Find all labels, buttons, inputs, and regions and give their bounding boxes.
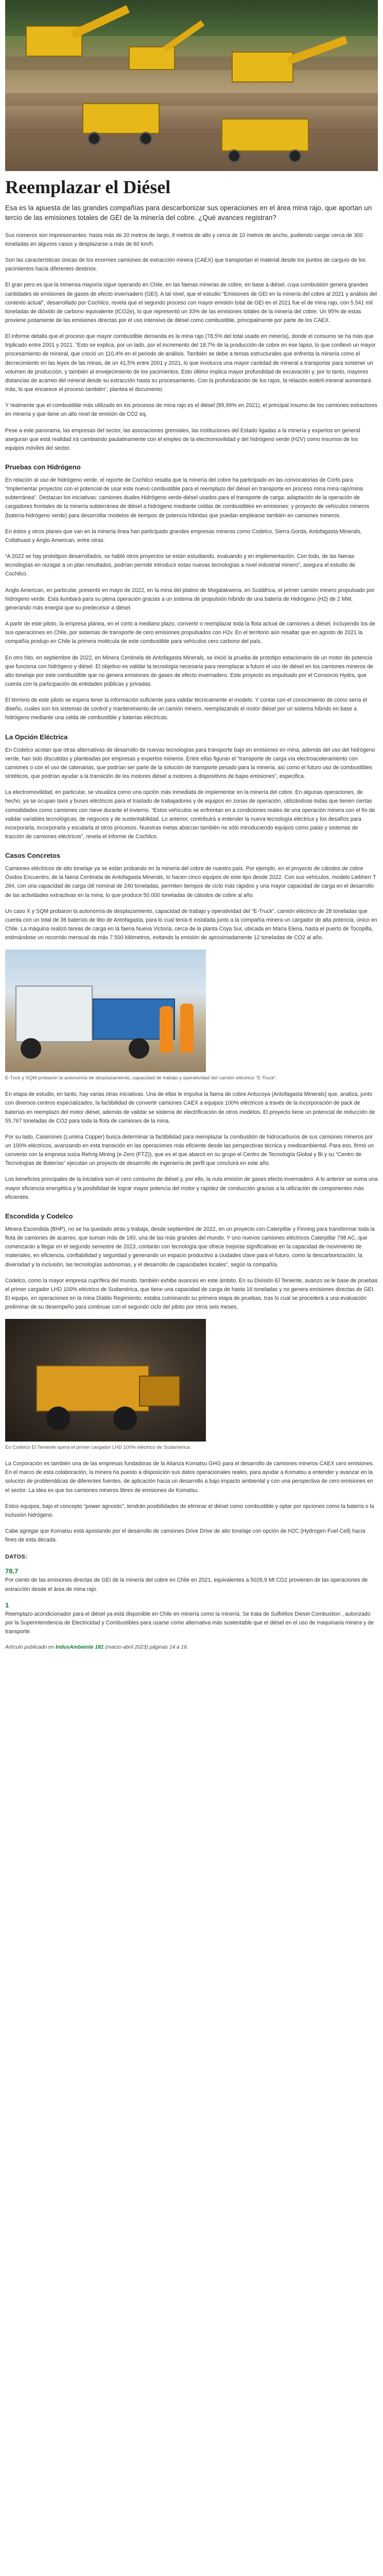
paragraph: En relación al uso de hidrógeno verde, el reporte de Cochilco resalta que la minería del cobre ha participado en las convocatorias de Corfo para “Implementar proyectos con el potencial de usar este nuevo combustible para el reemplazo del diésel en transporte en proceso mina mina rajo/mina subterránea”. Destacan los iniciativas: camiones duales Hidrógeno verde-diésel usados para el transporte de carga; adaptación de la operación de cargadores frontales de la minería subterránea de diésel a hidrógeno mediante celdas de combustibles en emisiones; y proyecto de vehículos mineros (batería-hidrógeno verde) para desarrollar modelos de tiempos de potencia híbridas que puedan emplearse también en camiones mineros. (5, 477, 370, 519)
photo-loader-wheel (113, 1406, 137, 1430)
paragraph: Son las características únicas de los enormes camiones de extracción minera (CAEX) que transportan el material desde los puntos de carguío de los yacimientos hacia diferentes destinos. (5, 257, 366, 273)
intro-paragraphs (5, 231, 378, 453)
section-heading-escondida-codelco: Escondida y Codelco (5, 1212, 73, 1220)
hero-mining-trucks-image (5, 0, 378, 171)
article-title: Reemplazar el Diésel (5, 177, 171, 197)
photo-worker (160, 1006, 173, 1053)
paragraph: Minera Escondida (BHP), no se ha quedado atrás y trabaja, desde septiembre de 2022, en un proyecto con Caterpillar y Finning para transformar toda la flota de camiones de acarreo, que suman más de 160, una de las más grandes del mundo. Y uno nuevos camiones eléctricos Caterpillar 798 AC, que comenzarán a llegar en el segundo semestre de 2023, contarán con tecnología que ofrece mejoras significativas en la capacidad de movimiento de materiales, en eficiencia, confiabilidad y seguridad y generando un espacio productivo a ciudades clave para el futuro, como la descarbonización, la diversidad y la inclusión, las tecnologías autónomas, y el desarrollo de capacidades locales”, según la compañía. (5, 1226, 375, 1268)
photo-truck-cab (15, 986, 93, 1042)
photo-lhd-loader (5, 1319, 206, 1442)
photo-truck-wheel (21, 1038, 41, 1059)
photo-truck-wheel (129, 1038, 149, 1059)
paragraph: Los beneficios principales de la iniciativa son el cero consumo de diésel y, por ello, la nula emisión de gases efecto invernadero. A lo anterior se suma una mayor eficiencia energética y la posibilidad de lograr mayor potencia del motor y rapidez de conducción gracias a la utilización de componentes más eficientes. (5, 1176, 378, 1200)
source-line (5, 1643, 378, 1652)
paragraph: Cabe agregar que Komatsu está apostando por el desarrollo de camiones Drive Drive de alto tonelaje con opción de H2C (Hydrogen Fuel Cell) hacia fines de esta década. (5, 1528, 365, 1544)
paragraph: Camiones eléctricos de alto tonelaje ya se están probando en la minería del cobre de nuestro país. Por ejemplo, en el proyecto de cátodos de cobre Óxidos Encuentro, de la faena Centinela de Antofagasta Minerals, lo hacen cinco equipos de este tipo desde 2022. Con sus vehículos, modelo Liebherr T 264, con una capacidad de carga útil nominal de 240 toneladas, permiten tiempos de ciclo más rápidos y una mayor capacidad de carga en el desarrollo de las actividades extractivas en la mina, lo que produce 50.000 toneladas de cátodos de cobre al año. (5, 866, 376, 899)
paragraph: Pese a este panorama, las empresas del sector, las asociaciones gremiales, las instituciones del Estado ligadas a la minería y expertos en general aseguran que está realidad irá cambiando paulatinamente con el empleo de la electromovilidad y del hidrógeno verde (H2V) como insumos de los equipos móviles del sector. (5, 427, 360, 451)
hero-terrace-3 (5, 129, 378, 142)
paragraph: Y realmente que el combustible más utilizado en los procesos de mina rajo es el diésel (89,99% en 2021), el principal insumo de los camiones extractores en minería y que tiene un alto nivel de emisión de CO2 eq. (5, 402, 377, 418)
paragraph: El término de este piloto se espera tener la información suficiente para validar técnicamente el modelo. Y contar con el conocimiento de cómo sería el diseño, cuales son los sistemas de control y mantenimiento de un camión minero, reemplazando el motor diésel por un sistema híbrido en base a hidrógeno mediante una celda de combustible y baterías eléctricas. (5, 697, 367, 721)
datos-text: Reemplazo acondicionador para el diésel ya está disponible en Chile en minería como la minería. Se trata de Sulfolítos Diesel Combustion , autorizado por la Superintendencia de Electricidad y Combustibles para usarse como alternativa más sustentable que el diésel en el uso de maquinaria minera y de transporte. (5, 1611, 374, 1635)
photo-worker (180, 1004, 194, 1053)
paragraph: La electromovilidad, en particular, se visualiza como una opción más inmediata de implementar en la minería del cobre. En algunas operaciones, de hecho, ya se ocupan taxis y buses eléctricos para el traslado de trabajadores y de equipos en zonas de operación, utilizándose todas que tienen ciertas comodidades como camiones con nieve durante el invierno. “Estos vehículos se enfrentan en a condiciones reales de una operación minera con el fin de validar variables tecnológicas, de negocios y de sustentabilidad. Lo anterior, contribuirá a entender la nueva tecnología eléctrica y los desafíos para incorporarla, incorporarla y escalarla al otros procesos. Nuestras metas abarcan también no sólo introduciendo equipos como palas y sistemas de tracción de camiones eléctricos”, revela el informe de Cochilco. (5, 789, 375, 840)
photo-loader-wheel (46, 1406, 70, 1430)
photo-caption: En Codelco El Teniente opera el primer cargador LHD 100% eléctrico de Sudamérica. (5, 1445, 192, 1451)
paragraph: Un caso X y SQM probaron la autonomía de desplazamiento, capacidad de trabajo y operatividad del “E-Truck”, camión eléctrico de 28 toneladas que cuenta con un total de 36 baterías de litio de Antofagasta, para lo cual tenía 6 instalada junto a la compañía minera un cargador de alta potencia, único en Chile. La máquina realizó tareas de carga en la faena Nueva Victoria, cerca de la planta Coya Sur, ubicada en María Elena, hasta el puerto de Tocopilla, estimándose un recorrido mensual de más 7.500 kilómetros, evitando la emisión de aproximadamente 12 toneladas de CO2 al año. (5, 908, 377, 941)
paragraph: A partir de este piloto, la empresa planea, en el corto a mediano plazo, convertir o reemplazar toda la flota actual de camiones a diésel, incluyendo los de sus operaciones en Chile, por sistemas de transporte de cero emisiones propulsados con H2v. En el territorio aún resaltar que en agosto de 2021 la compañía produjo en Chile la primera molécula de este combustible para vehículos cero carbono del país. (5, 621, 376, 645)
photo-caption: E-Tuck y SQM probaron la autonomía de desplazamiento, capacidad de trabajo y operatividad del camión eléctrico “E-Truck”. (5, 1075, 277, 1081)
photo-loader-bucket (139, 1376, 180, 1406)
section-heading-casos-concretos: Casos Concretos (5, 852, 60, 860)
paragraph: Estos equipos, bajo el concepto “power agnostic”, tendrán posibilidades de eliminar el diésel como combustible y optar por opciones como la batería o la inclusión hidrógeno. (5, 1503, 374, 1518)
source-suffix: (marzo-abril 2023) páginas 14 a 16. (105, 1645, 188, 1651)
paragraph: En éstos y otros planes que van en la minería línea han participado grandes empresas mineras como Codelco, Sierra Gorda, Antofagasta Minerals, Collahuasi y Anglo American, entre otras. (5, 528, 362, 544)
datos-label: DATOS: (5, 1554, 27, 1561)
source-prefix: Artículo publicado en (5, 1645, 55, 1651)
photo-e-truck (5, 950, 206, 1072)
photo-loader-body (36, 1365, 149, 1412)
paragraph: El informe detalla que el proceso que mayor combustible demanda es la mina rajo (78,5% del total usado en minería), donde el consumo se ha más que triplicado entre 2001 y 2021. “Esto se explica, por un lado, por el incremento del 18,7% de la producción de cobre en ese lapso, lo que conllevó un mayor procesamiento de mineral, que creció un 110,4% en el periodo de análisis. También se debe a temas estructurales que enfrenta la minería como el decrecimiento en las leyes de las minas, de un 41,5% entre 2001 y 2021, lo que involucra una mayor cantidad de mineral a transportar para sostener un volumen de producción, y también al envejecimiento de los yacimientos. Esto último implica mayor profundidad de excavación y, por lo tanto, mayores distancias de acarreo del mineral desde su extracción hasta su procesamiento. Con la profundización de los rajos, la relación estéril-mineral aumentará más, lo que encarece el proceso también”, plantea el documento. (5, 333, 376, 393)
datos-stat: 78,7 (5, 1567, 19, 1575)
paragraph: “A 2022 se hay prototipos desarrollados, se habló otros proyectos se están estudiando, evaluando y en implementación. Con todo, de las faenas tecnologías en rezagar a un plan resultados, podrían permitir introducir estas nuevas tecnologías a nivel industrial minero”, asegura el estudio de Cochilco. (5, 553, 356, 578)
datos-text: Por ciento de las emisiones directas de GEI de la minería del cobre en Chile en 2021, equivalentes a 5026,9 Mt CO2 provienen de las operaciones de extracción desde el área de mina rajo. (5, 1577, 368, 1592)
paragraph: Sus números son impresionantes: hasta más de 20 metros de largo, 8 metros de alto y cerca de 10 metros de ancho, pudiendo cargar cerca de 300 toneladas en algunos casos y desplazarse a más de 60 km/h. (5, 232, 363, 247)
datos-stat: 1 (5, 1601, 9, 1609)
section-heading-opcion-electrica: La Opción Eléctrica (5, 733, 68, 741)
paragraph: En etapa de estudio, en tanto, hay varias otras iniciativas. Una de ellas le impulsa la faena de cobre Antucoya (Antofagasta Minerals) que, analiza, junto con diversos centros especializados, la factibilidad de convertir camiones CAEX a equipos 100% eléctricos a través de la incorporación de pack de baterías en reemplazo del motor diésel, además de validar se sistema de electrificación de otros modelos. El proyecto tiene un potencial de reducción de 55.767 toneladas de CO2 para toda la flota de camiones de la mina. (5, 1091, 375, 1124)
paragraph: El gran pero es que la inmensa mayoría sigue operando en Chile, en las faenas mineras de cobre, en base a diésel, cuya combustión genera grandes cantidades de emisiones de gases de efecto invernadero (GEI). A tal nivel, que el estudio “Emisiones de GEI en la minería del cobre al 2021 y análisis del contexto actual”, desarrollado por Cochilco, revela que el segundo proceso con mayor emisión total de GEI en el 2021 fue el de mina rajo, con 5.541 mil toneladas de dióxido de carbono equivalente (tCO2e), lo que representó un 33% de las emisiones totales de la minería del cobre. Un 95% de estas proviene justamente de las emisiones directas por el uso intensivo de diésel como combustible, principalmente por parte de los CAEX. (5, 282, 377, 324)
paragraph: Por su lado, Caserones (Lumina Copper) busca determinar la factibilidad para reemplazar la combustión de hidrocarburos de sus camiones mineros por un 100% eléctricos, avanzando en esta transición en las operaciones más eficiente desde las perspectivas técnica y medioambiental. Para eso, firmó un convenio con la empresa suiza Rehrig Mining (e-Zero (FTZ)), que es el que abarcó en su grupo el Centro de Tecnología Global y Bi y su “Centro de Tecnologías de Baterías” ejecutan un proyecto de desarrollo de ingeniería de perfil que concluirá en este año. (5, 1133, 374, 1167)
source-link[interactable]: IndusAmbiente 181 (56, 1645, 104, 1651)
hero-terrace-2 (5, 93, 378, 106)
section-heading-hidrogeno: Pruebas con Hidrógeno (5, 463, 81, 471)
paragraph: Anglo American, en particular, presentó en mayo de 2022, en la mina del platino de Mogalakwena, en Sudáfrica, el primer camión minero propulsado por hidrógeno verde. Esta ilumbará para su plena operación gracias a un sistema de propulsión híbrido de una batería de Hidrógeno (H2) de 2 MW, generando más energía que su predecesor a diésel. (5, 587, 375, 611)
hero-terrace-1 (5, 57, 378, 70)
article-lead: Esa es la apuesta de las grandes compañías para descarbonizar sus operaciones en el área mina rajo, que aportan un tercio de las emisiones totales de GEI de la minería del cobre. ¿Qué avances registran? (5, 204, 372, 222)
paragraph: En Codelco acotan que otras alternativas de desarrollo de nuevas tecnologías para transporte bajo en emisiones en mina, además del uso del hidrógeno verde, han sido discutidas y planteadas por empresas y expertos mineros. Entre ellas figuran el “transporte de carga vía electroaceleramiento con camiones o con el uso de catenarias, que podrían ser parte de la solución de transporte pesado para la minería, así como el futuro uso de combustibles sintéticos, que podrían ayudar a la transición de los motores diésel a motores a dispositivos de bajas emisiones”, especifica. (5, 747, 375, 780)
paragraph: En otro hito, en septiembre de 2022, en Minera Centinela de Antofagasta Minerals, se inició la prueba de prototipo estacionario de un motor de potencia que funciona con hidrógeno y diésel. El objetivo es validar la tecnología necesaria para reemplazar a futuro el uso de diésel en los camiones mineros de alto tonelaje por este combustible que no genera emisiones de gases de efecto invernadero. Este proyecto es impulsado por el Consorcio Hydra, que cuenta con la participación de entidades públicas y privadas. (5, 654, 373, 687)
paragraph: Codelco, como la mayor empresa cuprífera del mundo, también exhibe avances en este ámbito. En su División El Teniente, avanzo se le base de pruebas el primer cargador LHD 100% eléctrico de Sudamérica, que tiene una capacidad de carga de hasta 16 toneladas y no genera emisiones directas de GEI. El equipo, en operaciones en la mina Diablo Regimiento, estaba culminando su primera etapa de pruebas, tras lo cual se procederá a una evaluación preliminar de su desempeño para continuar con el segundo ciclo del piloto por otros seis meses. (5, 1277, 378, 1311)
paragraph: La Corporación es también una de las empresas fundadoras de la Alianza Komatsu GHG para el desarrollo de camiones mineros CAEX cero emisiones. En el marco de esta colaboración, la minera ha puesto a disposición sus datos operacionales reales, para ayudar a Komatsu a entender y avanzar en la solución de problemáticas de diferentes fuentes, de aplicación hacia un desarrollo a bajo impacto ambiental y con una perspectiva de cero emisiones en el sector. La idea es que los camiones mineros libres de emisiones de Komatsu. (5, 1461, 374, 1494)
